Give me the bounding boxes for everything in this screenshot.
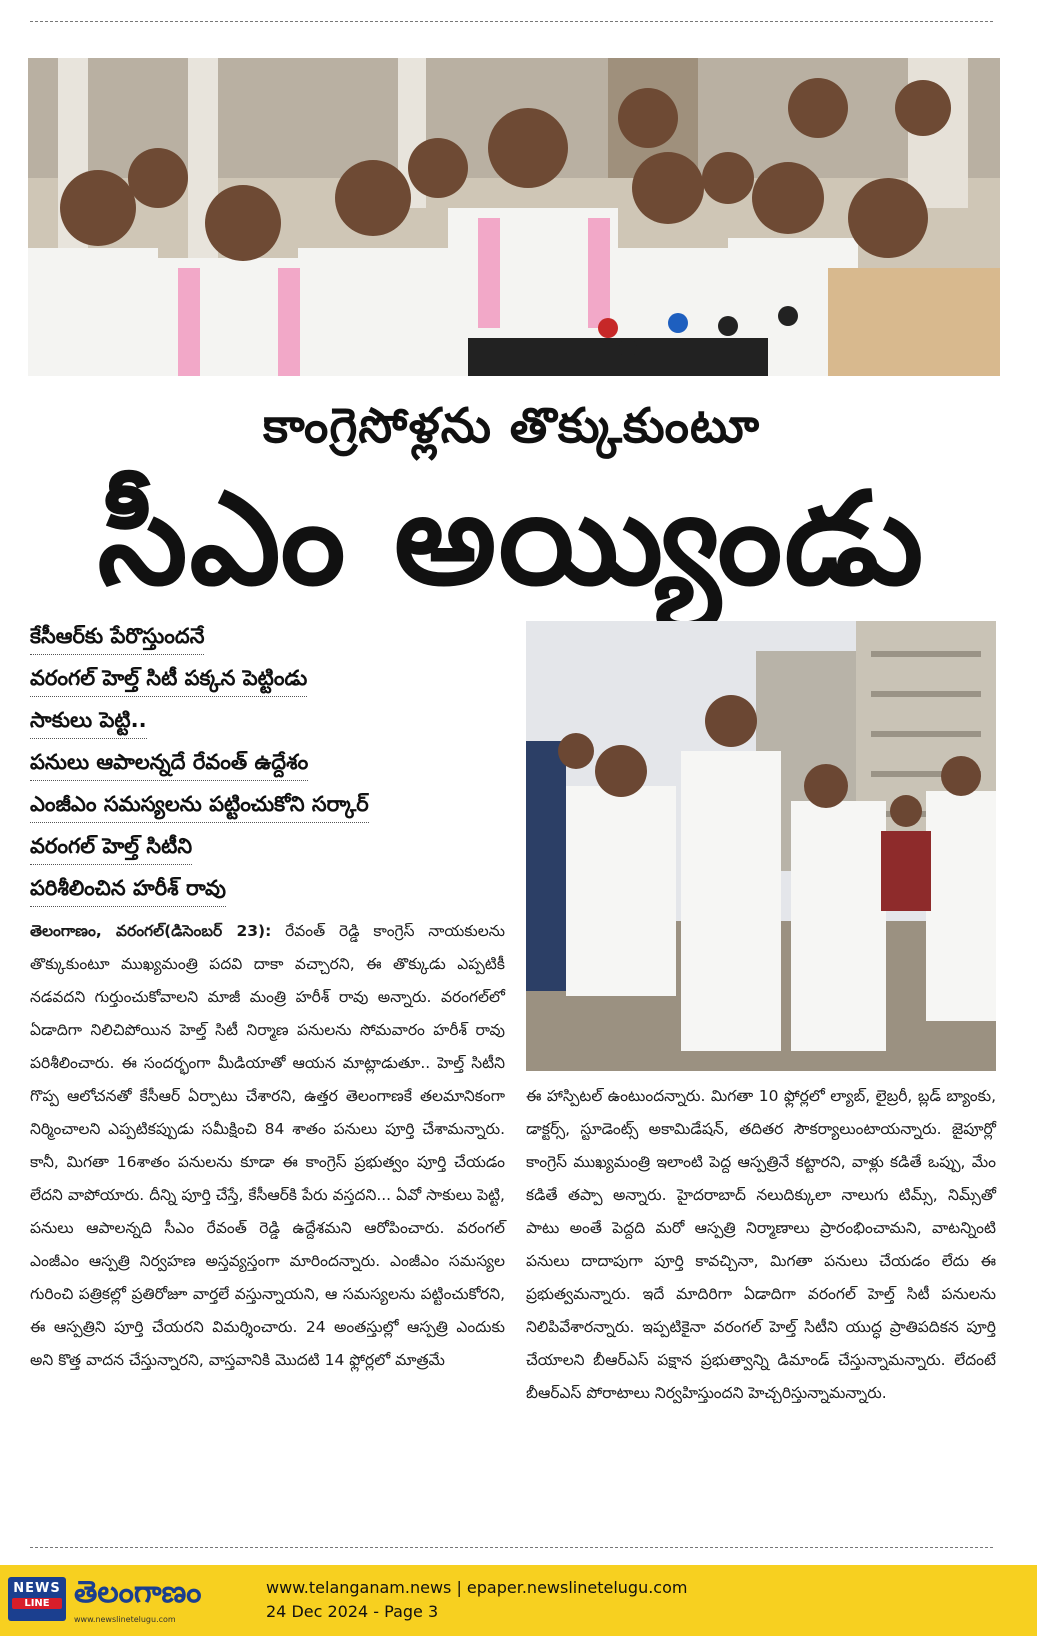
body-text-left: రేవంత్ రెడ్డి కాంగ్రెస్ నాయకులను తొక్కుకుంటూ ముఖ్యమంత్రి పదవి దాకా వచ్చారని, ఈ తొక్కుడు ఎప్పటికీ నడవదని గుర్తుంచుకోవాలని మాజీ మంత్రి హరీశ్ రావు అన్నారు. వరంగల్‌లో ఏడాదిగా నిలిచిపోయిన హెల్త్ సిటీ నిర్మాణ పనులను సోమవారం హరీశ్ రావు పరిశీలించారు. ఈ సందర్భంగా మీడియాతో ఆయన మాట్లాడుతూ.. హెల్త్ సిటీని గొప్ప ఆలోచనతో కేసీఆర్ ఏర్పాటు చేశారని, ఉత్తర తెలంగాణకే తలమానికంగా నిర్మించాలని ఎప్పటికప్పుడు సమీక్షించి 84 శాతం పనులు పూర్తి చేశామన్నారు. కానీ, మిగతా 16శాతం పనులను కూడా ఈ కాంగ్రెస్ ప్రభుత్వం పూర్తి చేయడం లేదని వాపోయారు. దీన్ని పూర్తి చేస్తే, కేసీఆర్‌కి పేరు వస్తదని... ఏవో సాకులు పెట్టి, పనులు ఆపాలన్నది సీఎం రేవంత్ రెడ్డి ఉద్దేశమని ఆరోపించారు. వరంగల్ ఎంజీఎం ఆస్పత్రి నిర్వహణ అస్తవ్యస్తంగా మారిందన్నారు. ఎంజీఎం సమస్యల గురించి పత్రికల్లో ప్రతిరోజూ వార్తలే వస్తున్నాయని, ఆ సమస్యలను పట్టించుకోరని, ఈ ఆస్పత్రిని పూర్తి చేయరని విమర్శించారు. 24 అంతస్తుల్లో ఆస్పత్రి ఎందుకు అని కొత్త వాదన చేస్తున్నారని, వాస్తవానికి మొదటి 14 ఫ్లోర్లలో మాత్రమే: [30, 922, 505, 1369]
site-visit-photo: [526, 621, 996, 1071]
body-text-right: ఈ హాస్పిటల్ ఉంటుందన్నారు. మిగతా 10 ఫ్లోర్లలో ల్యాబ్, లైబ్రరీ, బ్లడ్ బ్యాంకు, డాక్టర్స్, స్టూడెంట్స్ అకామిడేషన్, తదితర సౌకర్యాలుంటాయన్నారు. జైపూర్లో కాంగ్రెస్ ముఖ్యమంత్రి ఇలాంటి పెద్ద ఆస్పత్రినే కట్టారని, వాళ్లు కడితే ఒప్పు, మేం కడితే తప్పా అన్నారు. హైదరాబాద్ నలుదిక్కులా నాలుగు టిమ్స్, నిమ్స్‌తో పాటు అంతే పెద్దది మరో ఆస్పత్రి నిర్మాణాలు ప్రారంభించామని, వాటన్నింటి పనులు దాదాపుగా పూర్తి కావచ్చినా, మిగతా పనులు చేయడం లేదు ఈ ప్రభుత్వమన్నారు. ఇదే మాదిరిగా ఏడాదిగా వరంగల్ హెల్త్ సిటీ పనులను నిలిపివేశారన్నారు. ఇప్పటికైనా వరంగల్ హెల్త్ సిటీని యుద్ధ ప్రాతిపదికన పూర్తి చేయాలని బీఆర్ఎస్ పక్షాన ప్రభుత్వాన్ని డిమాండ్ చేస్తున్నామన్నారు. లేదంటే బీఆర్ఎస్ పోరాటాలు నిర్వహిస్తుందని హెచ్చరిస్తున్నామన్నారు.: [526, 1087, 996, 1402]
newsline-logo: [8, 1577, 66, 1621]
bottom-divider: [30, 1547, 993, 1548]
dateline: తెలంగాణం, వరంగల్(డిసెంబర్ 23):: [30, 922, 272, 940]
article-highlights: [30, 620, 510, 914]
footer-urls[interactable]: www.telanganam.news | epaper.newslinetelugu.com: [266, 1578, 688, 1597]
article-body-left: [30, 915, 505, 1377]
logo-line-text: LINE: [12, 1598, 62, 1609]
highlight-line: కేసీఆర్‌కు పేరొస్తుందనే: [30, 620, 204, 655]
highlight-line: ఎంజీఎం సమస్యలను పట్టించుకోని సర్కార్: [30, 788, 369, 823]
logo-brand-text: తెలంగాణం: [74, 1575, 202, 1610]
top-divider: [30, 21, 993, 22]
logo-site-text: www.newslinetelugu.com: [74, 1615, 176, 1624]
highlight-line: వరంగల్ హెల్త్ సిటీని: [30, 830, 192, 865]
highlight-line: పరిశీలించిన హరీశ్ రావు: [30, 872, 226, 907]
footer-bar: [0, 1565, 1037, 1636]
article-body-right: [526, 1080, 996, 1410]
highlight-line: వరంగల్ హెల్త్ సిటీ పక్కన పెట్టిండు: [30, 662, 307, 697]
headline: సీఎం అయ్యిండు: [97, 465, 926, 614]
headline-kicker: కాంగ్రెసోళ్లను తొక్కుకుంటూ: [262, 398, 761, 454]
highlight-line: పనులు ఆపాలన్నదే రేవంత్ ఉద్దేశం: [30, 746, 308, 781]
telanganam-logo: [74, 1575, 201, 1624]
footer-date-page: 24 Dec 2024 - Page 3: [266, 1602, 439, 1621]
press-meet-photo: [28, 58, 1000, 376]
highlight-line: సాకులు పెట్టి..: [30, 704, 147, 739]
logo-news-text: NEWS: [13, 1581, 61, 1596]
